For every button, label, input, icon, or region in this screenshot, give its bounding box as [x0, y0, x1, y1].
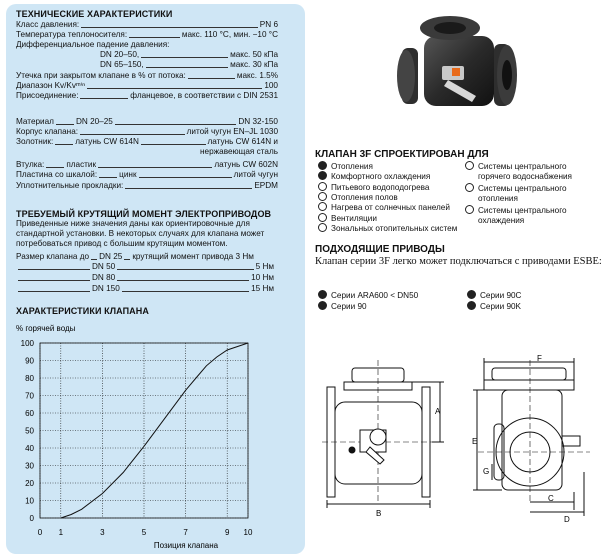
valve-photo [392, 8, 522, 138]
chart-ytick-label: 50 [25, 426, 34, 436]
dim-e: E [472, 437, 478, 446]
option-bullet-icon [318, 171, 327, 180]
tech-row [16, 30, 278, 40]
drive-bullet-icon [318, 301, 327, 310]
torque-text: Приведенные ниже значения даны как ориентировочные для стандартной установки. В некоторых случаях для клапана может потребоваться привод с большим крутящим моментом. [16, 219, 265, 248]
torque-row-value: 5 Нм [255, 262, 274, 271]
material-dots [46, 160, 64, 168]
drive-label: Серии 90K [480, 302, 522, 311]
designed-option-right [465, 205, 567, 226]
chart-ticks [21, 339, 253, 537]
material-dots [55, 137, 73, 145]
drive-label: Серии 90 [331, 302, 367, 311]
material-dots [99, 170, 117, 178]
option-bullet-icon [318, 202, 327, 211]
dimension-drawing [312, 352, 606, 524]
chart-xlabel: Позиция клапана [153, 541, 219, 550]
tech-row-key: Температура теплоносителя: [16, 30, 128, 39]
torque-header-dots [91, 252, 97, 260]
chart-xtick-label: 1 [58, 528, 64, 537]
drive-bullet-icon [467, 290, 476, 299]
tech-row [16, 91, 278, 101]
option-bullet-icon [318, 192, 327, 201]
dim-f: F [537, 354, 542, 363]
material-key: Пластина со шкалой: [16, 170, 98, 179]
option-label: Нагрева от солнечных панелей [331, 203, 450, 213]
chart-title: ХАРАКТЕРИСТИКИ КЛАПАНА [16, 306, 149, 316]
tech-row-key: DN 20–50, [100, 50, 140, 59]
torque-header-c: крутящий момент привода 3 Нм [132, 252, 254, 261]
chart-ytick-label: 70 [25, 391, 34, 401]
chart-ytick-label: 60 [25, 409, 34, 418]
material-value: нержавеющая сталь [200, 147, 278, 156]
tech-row-key: Присоединение: [16, 91, 79, 100]
tech-row-dots [141, 50, 228, 58]
drive-option [467, 290, 521, 301]
chart-ytick-label: 30 [25, 461, 34, 471]
chart-ytick-label: 100 [20, 339, 34, 348]
torque-row-dn: DN 50 [92, 262, 116, 271]
tech-row-key: Дифференциальное падение давления: [16, 40, 170, 49]
material-dots [139, 170, 232, 178]
torque-row-dots [18, 284, 90, 292]
torque-header-b: DN 25 [99, 252, 123, 261]
designed-option [318, 223, 457, 234]
tech-row-dots [80, 91, 128, 99]
material-mid: пластик [66, 160, 97, 169]
material-row [16, 117, 278, 127]
tech-row-dots [81, 20, 258, 28]
material-value: латунь CW 614N и [207, 137, 278, 146]
designed-title: КЛАПАН 3F СПРОЕКТИРОВАН ДЛЯ [315, 149, 489, 160]
material-key: Уплотнительные прокладки: [16, 181, 124, 190]
tech-row-key: Класс давления: [16, 20, 80, 29]
option-label-1: Системы центрального [478, 184, 567, 193]
chart-xtick-label: 10 [243, 528, 253, 537]
dim-c: C [548, 494, 554, 503]
chart-ytick-label: 80 [25, 374, 34, 383]
chart-ylabel: % горячей воды [16, 324, 76, 333]
chart-grid [40, 343, 248, 518]
option-label: Комфортного охлаждения [331, 172, 431, 182]
tech-title: ТЕХНИЧЕСКИЕ ХАРАКТЕРИСТИКИ [16, 9, 173, 19]
option-label: Зональных отопительных систем [331, 223, 458, 233]
material-row [16, 181, 278, 191]
option-label: Питьевого водоподогрева [331, 182, 430, 192]
material-value: DN 32-150 [238, 117, 278, 126]
option-label-1: Системы центрального [478, 206, 567, 215]
material-key: Золотник: [16, 137, 54, 146]
tech-row [16, 71, 278, 81]
option-label: Отопления [331, 162, 373, 171]
drive-label: Серии 90C [480, 291, 522, 300]
tech-row-dots [129, 30, 180, 38]
valve-characteristic-chart [6, 318, 305, 554]
torque-header-dots2 [124, 252, 130, 260]
material-dots [98, 160, 212, 168]
option-bullet-icon [318, 161, 327, 170]
option-bullet-icon [465, 205, 474, 214]
torque-header-a: Размер клапана до [16, 252, 90, 261]
material-row [16, 160, 278, 170]
torque-row [16, 262, 274, 272]
drives-title: ПОДХОДЯЩИЕ ПРИВОДЫ [315, 244, 445, 255]
dim-d: D [564, 515, 570, 524]
option-bullet-icon [465, 161, 474, 170]
material-dots [56, 117, 74, 125]
material-dots [115, 117, 237, 125]
chart-xtick-label: 3 [100, 528, 105, 537]
material-mid: DN 20–25 [75, 117, 113, 126]
option-label-2: охлаждения [478, 216, 525, 225]
material-row [16, 170, 278, 180]
option-bullet-icon [318, 213, 327, 222]
tech-row-key: Утечка при закрытом клапане в % от потока: [16, 71, 186, 80]
torque-row-dots [117, 273, 249, 281]
torque-row-dots [18, 273, 90, 281]
material-dots [80, 127, 185, 135]
chart-ytick-label: 10 [25, 496, 34, 506]
drive-bullet-icon [467, 301, 476, 310]
chart-xtick-label: 5 [141, 528, 147, 537]
tech-row [100, 50, 278, 60]
torque-row-dots [117, 262, 253, 270]
option-label-2: отопления [478, 194, 518, 203]
drive-option [467, 301, 521, 312]
tech-row-value: макс. 50 кПа [230, 50, 278, 59]
tech-row-dots [188, 71, 235, 79]
tech-row [16, 81, 278, 91]
torque-row [16, 284, 274, 294]
drive-label: Серии ARA600 < DN50 [331, 291, 419, 300]
chart-xtick-label: 9 [224, 528, 230, 537]
tech-row-key: DN 65–150, [100, 60, 144, 69]
tech-row-value: макс. 1.5% [236, 71, 278, 80]
torque-title: ТРЕБУЕМЫЙ КРУТЯЩИЙ МОМЕНТ ЭЛЕКТРОПРИВОДОВ [16, 209, 272, 219]
chart-xtick-label: 0 [37, 528, 43, 537]
option-label-2: горячего водоснабжения [478, 172, 572, 181]
torque-row-value: 10 Нм [251, 273, 274, 282]
chart-series-line [61, 343, 248, 518]
torque-row-value: 15 Нм [251, 284, 274, 293]
tech-row-value: фланцевое, в соответствии с DIN 2531 [130, 91, 278, 100]
torque-row-dn: DN 150 [92, 284, 120, 293]
material-value: латунь CW 602N [214, 160, 278, 169]
tech-row-value: макс. 110 °С, мин. −10 °С [181, 30, 278, 39]
dim-a: A [435, 407, 441, 416]
material-value: литой чугун EN–JL 1030 [186, 127, 278, 136]
drive-option [318, 301, 367, 312]
torque-row [16, 273, 274, 283]
chart-ytick-label: 90 [25, 356, 34, 366]
chart-ytick-label: 40 [25, 444, 34, 453]
torque-row-dots [122, 284, 249, 292]
tech-row [100, 60, 278, 70]
option-bullet-icon [318, 182, 327, 191]
drive-bullet-icon [318, 290, 327, 299]
chart-ytick-label: 20 [25, 479, 34, 488]
material-key: Корпус клапана: [16, 127, 79, 136]
tech-row-value: PN 6 [259, 20, 278, 29]
material-value: EPDM [254, 181, 278, 190]
tech-row [16, 40, 278, 50]
torque-row-dn: DN 80 [92, 273, 116, 282]
material-mid: латунь CW 614N [75, 137, 139, 146]
torque-row-dots [18, 262, 90, 270]
option-bullet-icon [465, 183, 474, 192]
option-label-1: Системы центрального [478, 162, 567, 171]
dim-b: B [376, 509, 382, 518]
drive-option [318, 290, 418, 301]
drives-text: Клапан серии 3F легко может подключаться с приводами ESBE: [315, 256, 602, 267]
material-key: Материал [16, 117, 54, 126]
tech-row [16, 20, 278, 30]
option-label: Вентиляции [331, 213, 377, 223]
torque-header [16, 252, 274, 262]
material-row [16, 127, 278, 137]
material-dots [125, 181, 252, 189]
material-row [16, 147, 278, 157]
chart-ytick-label: 0 [29, 514, 34, 523]
tech-row-dots [146, 60, 228, 68]
tech-row-key: Диапазон Kv/Kvᵐⁱⁿ [16, 81, 86, 90]
material-mid: цинк [119, 170, 137, 179]
material-dots [141, 137, 206, 145]
option-label: Отопления полов [331, 192, 398, 202]
tech-row-dots [87, 81, 262, 89]
option-bullet-icon [318, 223, 327, 232]
dim-g: G [483, 467, 490, 476]
material-key: Втулка: [16, 160, 45, 169]
designed-option-right [465, 183, 567, 204]
designed-option-right [465, 161, 572, 182]
material-row [16, 137, 278, 147]
tech-row-value: макс. 30 кПа [230, 60, 278, 69]
chart-xtick-label: 7 [183, 528, 188, 537]
tech-row-value: 100 [264, 81, 278, 90]
material-value: литой чугун [233, 170, 278, 179]
